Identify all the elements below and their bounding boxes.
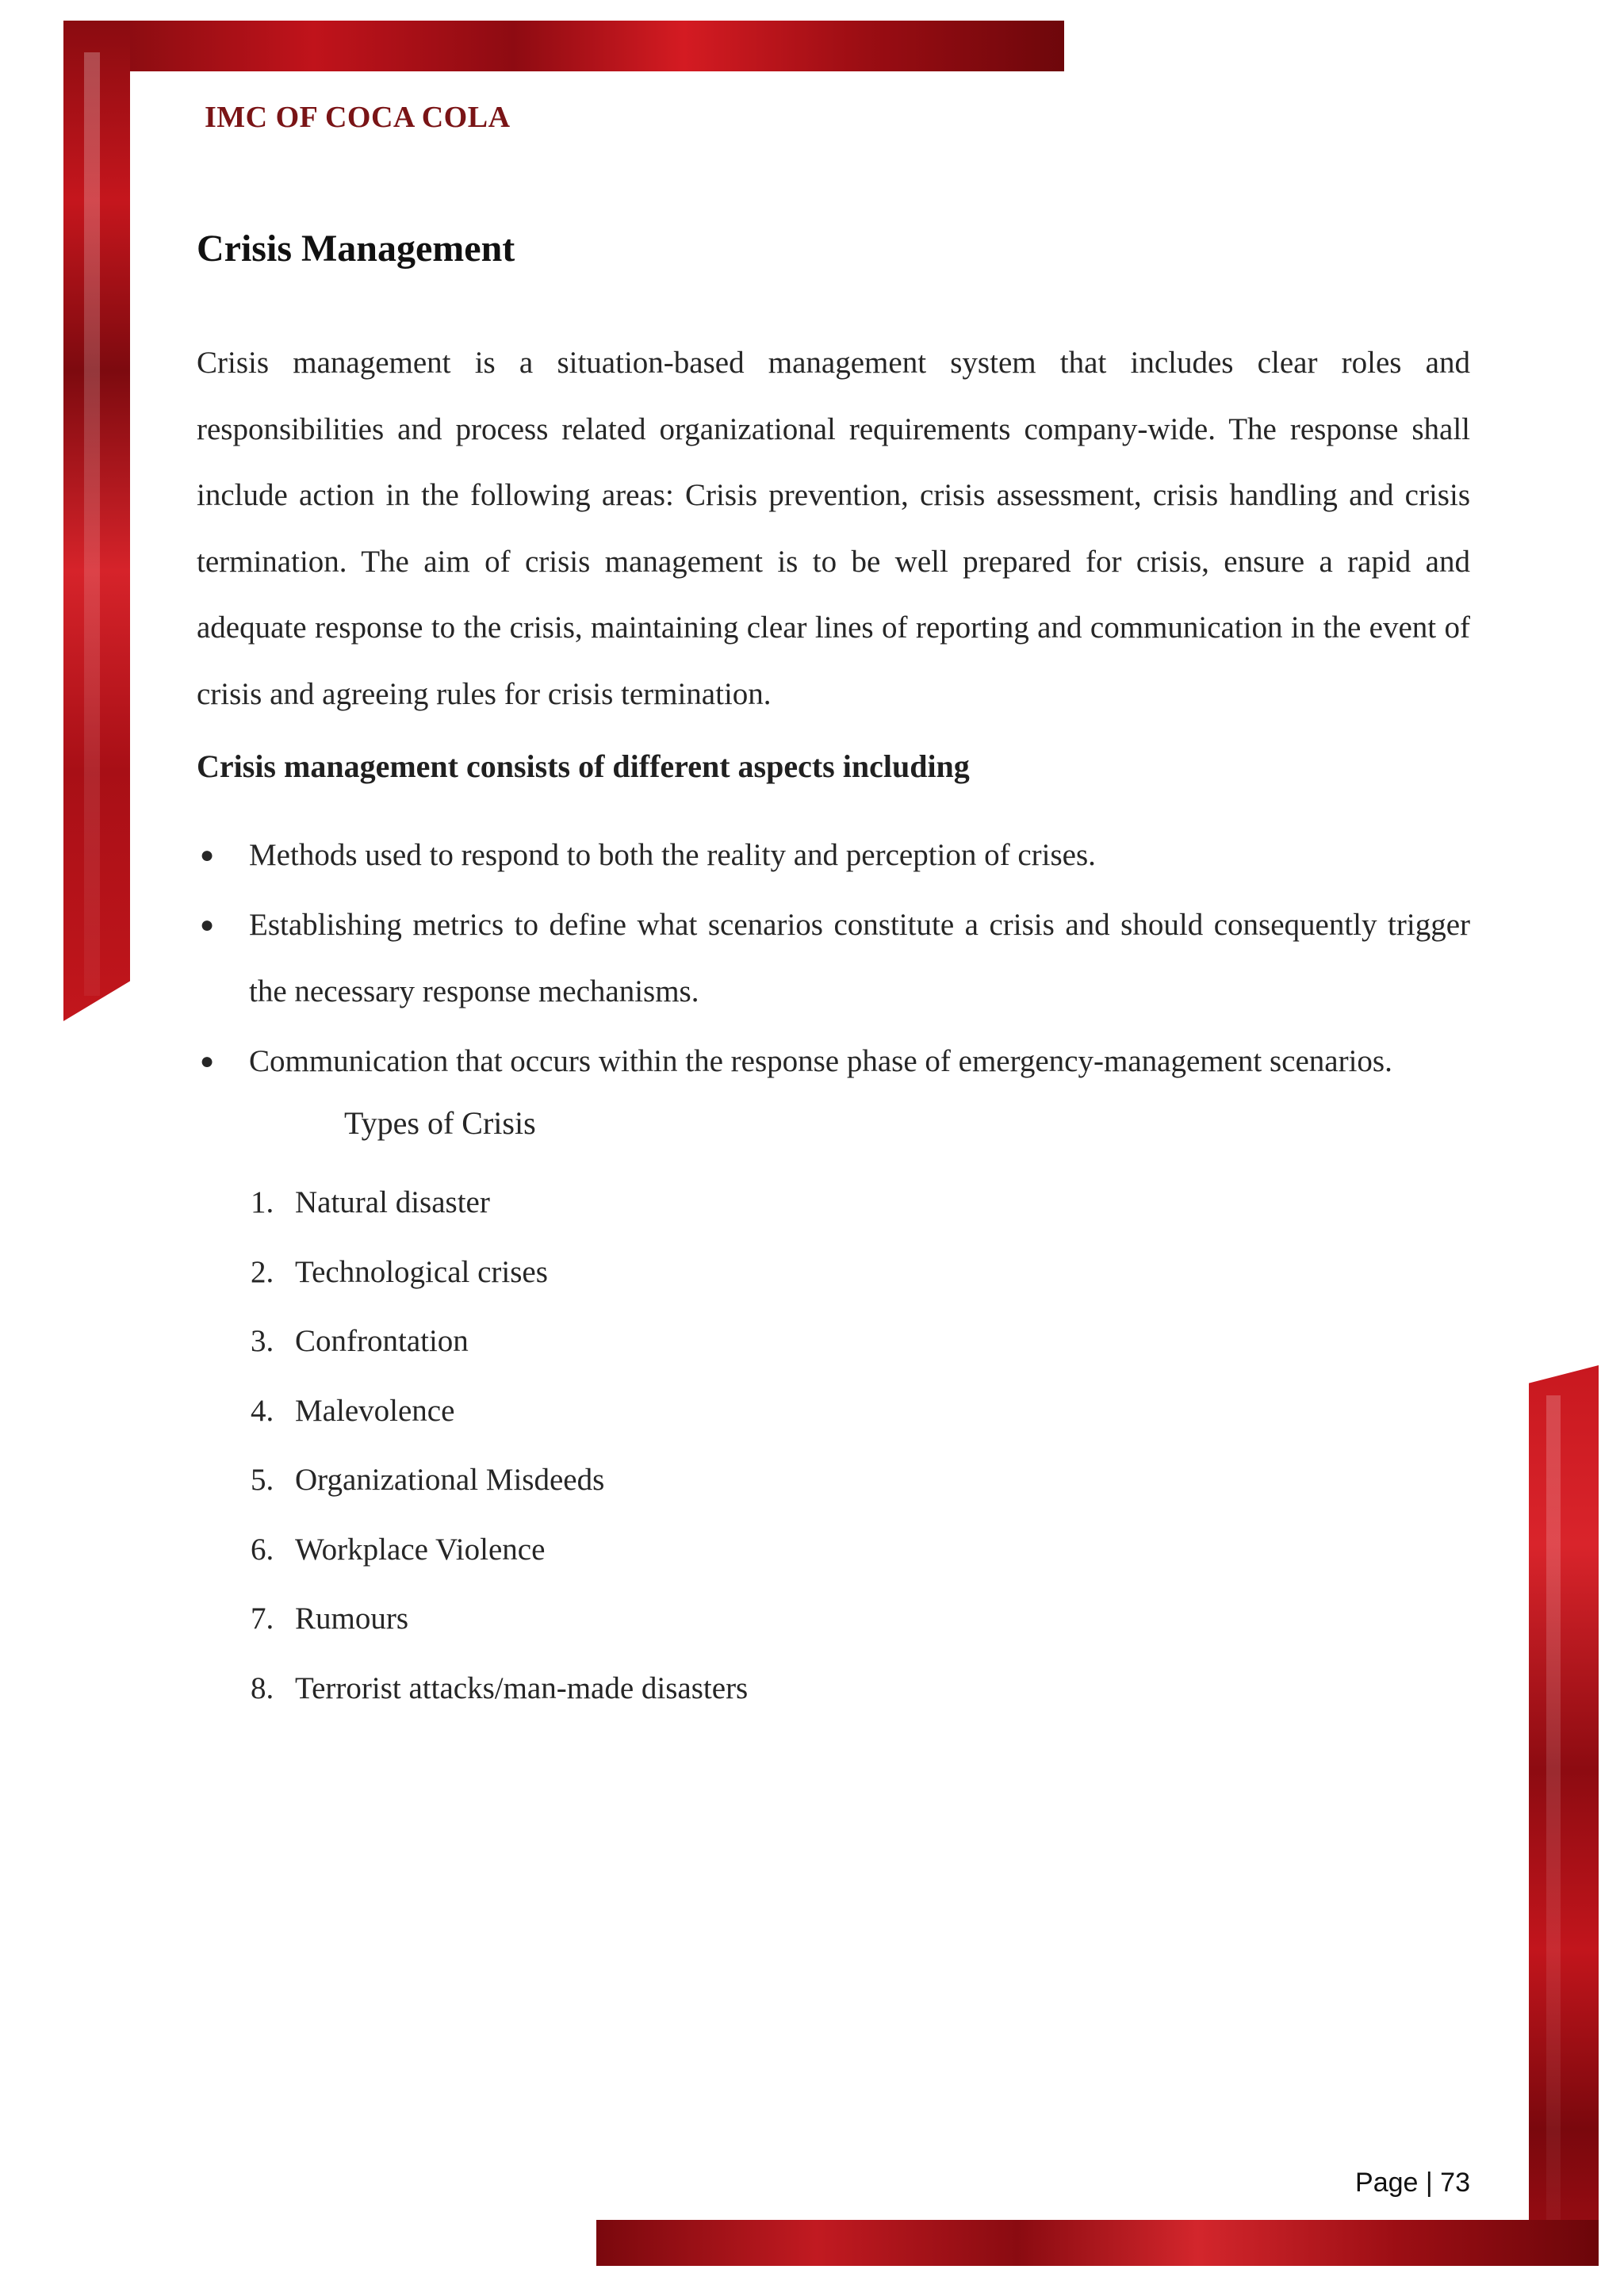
intro-paragraph: Crisis management is a situation-based management system that includes clear roles and responsibilities and process related organizational requirements company-wide. The response shall include action in the following areas: Crisis prevention, crisis assessment, crisis handling and crisis termination. The aim of crisis management is to be well prepared for crisis, ensure a rapid and adequate response to the crisis, maintaining clear lines of reporting and communication in the event of crisis and agreeing rules for crisis termination. [197, 346, 1470, 711]
frame-right-decoration [1529, 1365, 1599, 2264]
list-item-text: Confrontation [295, 1324, 469, 1358]
list-number: 5. [251, 1463, 274, 1497]
list-item-text: Rumours [295, 1601, 409, 1636]
list-item-text: Organizational Misdeeds [295, 1463, 605, 1497]
bullet-icon: ● [200, 842, 215, 868]
list-item [251, 1376, 1470, 1446]
list-number: 3. [251, 1324, 274, 1358]
frame-left-highlight [84, 52, 100, 996]
page-number: Page | 73 [1355, 2168, 1470, 2198]
running-header: IMC OF COCA COLA [205, 101, 511, 134]
page-content [197, 220, 1470, 1723]
frame-right-highlight [1546, 1395, 1561, 2228]
list-item [251, 1515, 1470, 1585]
frame-top-decoration [63, 21, 1064, 71]
list-item [251, 1445, 1470, 1515]
crisis-types-list [197, 1168, 1470, 1723]
list-number: 1. [251, 1185, 274, 1219]
list-item-text: Technological crises [295, 1254, 548, 1289]
list-item-text: Workplace Violence [295, 1532, 546, 1567]
list-item [251, 1584, 1470, 1654]
list-item-text: Communication that occurs within the response phase of emergency-management scenarios. [249, 1044, 1392, 1078]
list-item [197, 822, 1470, 889]
list-item-text: Natural disaster [295, 1185, 490, 1219]
list-item-text: Establishing metrics to define what scenarios constitute a crisis and should consequently trigger the necessary response mechanisms. [249, 908, 1470, 1008]
list-number: 8. [251, 1670, 274, 1705]
aspects-list [197, 822, 1470, 1095]
bullet-icon: ● [200, 912, 215, 938]
list-number: 4. [251, 1393, 274, 1428]
frame-bottom-decoration [596, 2220, 1599, 2266]
list-item [251, 1307, 1470, 1376]
bullet-icon: ● [200, 1048, 215, 1074]
list-item-text: Malevolence [295, 1393, 455, 1428]
list-item [251, 1238, 1470, 1307]
list-item [197, 1028, 1470, 1095]
list-item-text: Methods used to respond to both the reality and perception of crises. [249, 838, 1096, 872]
list-item [251, 1168, 1470, 1238]
list-item-text: Terrorist attacks/man-made disasters [295, 1670, 749, 1705]
list-number: 7. [251, 1601, 274, 1636]
list-item [251, 1654, 1470, 1724]
section-title: Crisis Management [197, 228, 515, 270]
list-number: 2. [251, 1254, 274, 1289]
list-number: 6. [251, 1532, 274, 1567]
types-heading: Types of Crisis [344, 1105, 536, 1141]
list-item [197, 892, 1470, 1025]
aspects-heading: Crisis management consists of different aspects including [197, 748, 970, 784]
